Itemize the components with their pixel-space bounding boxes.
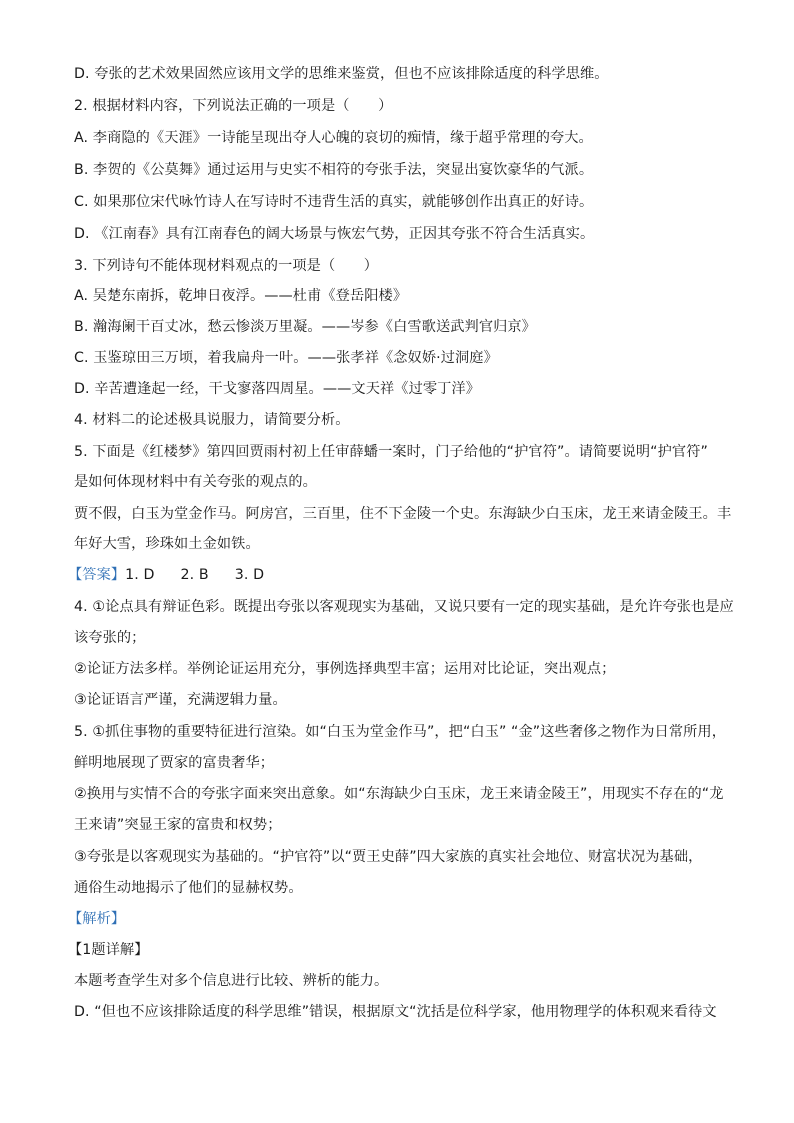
- hu-guan-fu-line-2: 年好大雪，珍珠如土金如铁。: [74, 536, 260, 552]
- question-5-line-2: 是如何体现材料中有关夸张的观点的。: [74, 474, 317, 490]
- answer-item-1: 1. D: [125, 567, 155, 583]
- option-d-q3: D. 辛苦遭逢起一经，干戈寥落四周星。——文天祥《过零丁洋》: [74, 381, 481, 397]
- option-d-q1: D. 夸张的艺术效果固然应该用文学的思维来鉴赏，但也不应该排除适度的科学思维。: [74, 66, 609, 82]
- option-b-q3: B. 瀚海阑干百丈冰，愁云惨淡万里凝。——岑参《白雪歌送武判官归京》: [74, 319, 536, 335]
- answer-5-line-2: 鲜明地展现了贾家的富贵奢华；: [74, 755, 275, 771]
- question-2: 2. 根据材料内容，下列说法正确的一项是（ ）: [74, 98, 393, 114]
- option-c-q3: C. 玉鉴琼田三万顷，着我扁舟一叶。——张孝祥《念奴娇·过洞庭》: [74, 350, 498, 366]
- option-a-q2: A. 李商隐的《天涯》一诗能呈现出夺人心魄的哀切的痴情，缘于超乎常理的夸大。: [74, 130, 593, 146]
- answer-5-line-3: ②换用与实情不合的夸张字面来突出意象。如“东海缺少白玉床，龙王来请金陵王”，用现实不存在的“龙: [74, 786, 724, 802]
- answer-5-line-6: 通俗生动地揭示了他们的显赫权势。: [74, 880, 303, 896]
- answer-item-2: 2. B: [180, 567, 209, 583]
- question-3: 3. 下列诗句不能体现材料观点的一项是（ ）: [74, 258, 379, 274]
- option-d-q2: D. 《江南春》具有江南春色的阔大场景与恢宏气势，正因其夸张不符合生活真实。: [74, 226, 595, 242]
- answer-5-line-5: ③夸张是以客观现实为基础的。“护官符”以“贾王史薛”四大家族的真实社会地位、财富状况为基础，: [74, 849, 703, 865]
- answer-line: [68, 565, 718, 585]
- answer-item-3: 3. D: [234, 567, 265, 583]
- answer-5-line-4: 王来请”突显王家的富贵和权势；: [74, 817, 282, 833]
- detail-tag: 【1题详解】: [68, 942, 149, 958]
- answer-4-line-1: 4. ①论点具有辩证色彩。既提出夸张以客观现实为基础，又说只要有一定的现实基础，是允许夸张也是应: [74, 599, 734, 615]
- answer-tag: 【答案】: [68, 567, 126, 583]
- option-a-q3: A. 吴楚东南拆，乾坤日夜浮。——杜甫《登岳阳楼》: [74, 288, 408, 304]
- analysis-tag: 【解析】: [68, 911, 126, 927]
- question-4: 4. 材料二的论述极具说服力，请简要分析。: [74, 412, 350, 428]
- hu-guan-fu-line-1: 贾不假，白玉为堂金作马。阿房宫，三百里，住不下金陵一个史。东海缺少白玉床，龙王来请金陵王。丰: [74, 506, 732, 522]
- option-b-q2: B. 李贺的《公莫舞》通过运用与史实不相符的夸张手法，突显出宴饮豪华的气派。: [74, 162, 594, 178]
- answer-4-point-3: ③论证语言严谨，充满逻辑力量。: [74, 692, 287, 708]
- answer-4-line-2: 该夸张的；: [74, 630, 146, 646]
- detail-line-1: 本题考查学生对多个信息进行比较、辨析的能力。: [74, 973, 389, 989]
- answer-5-line-1: 5. ①抓住事物的重要特征进行渲染。如“白玉为堂金作马”，把“白玉” “金”这些奢侈之物作为日常所用，: [74, 724, 726, 740]
- option-c-q2: C. 如果那位宋代咏竹诗人在写诗时不违背生活的真实，就能够创作出真正的好诗。: [74, 194, 594, 210]
- question-5-line-1: 5. 下面是《红楼梦》第四回贾雨村初上任审薛蟠一案时，门子给他的“护官符”。请简要说明“护官符”: [74, 444, 708, 460]
- answer-4-point-2: ②论证方法多样。举例论证运用充分，事例选择典型丰富；运用对比论证，突出观点；: [74, 661, 616, 677]
- detail-line-2: D. “但也不应该排除适度的科学思维”错误，根据原文“沈括是位科学家，他用物理学的体积观来看待文: [74, 1004, 717, 1020]
